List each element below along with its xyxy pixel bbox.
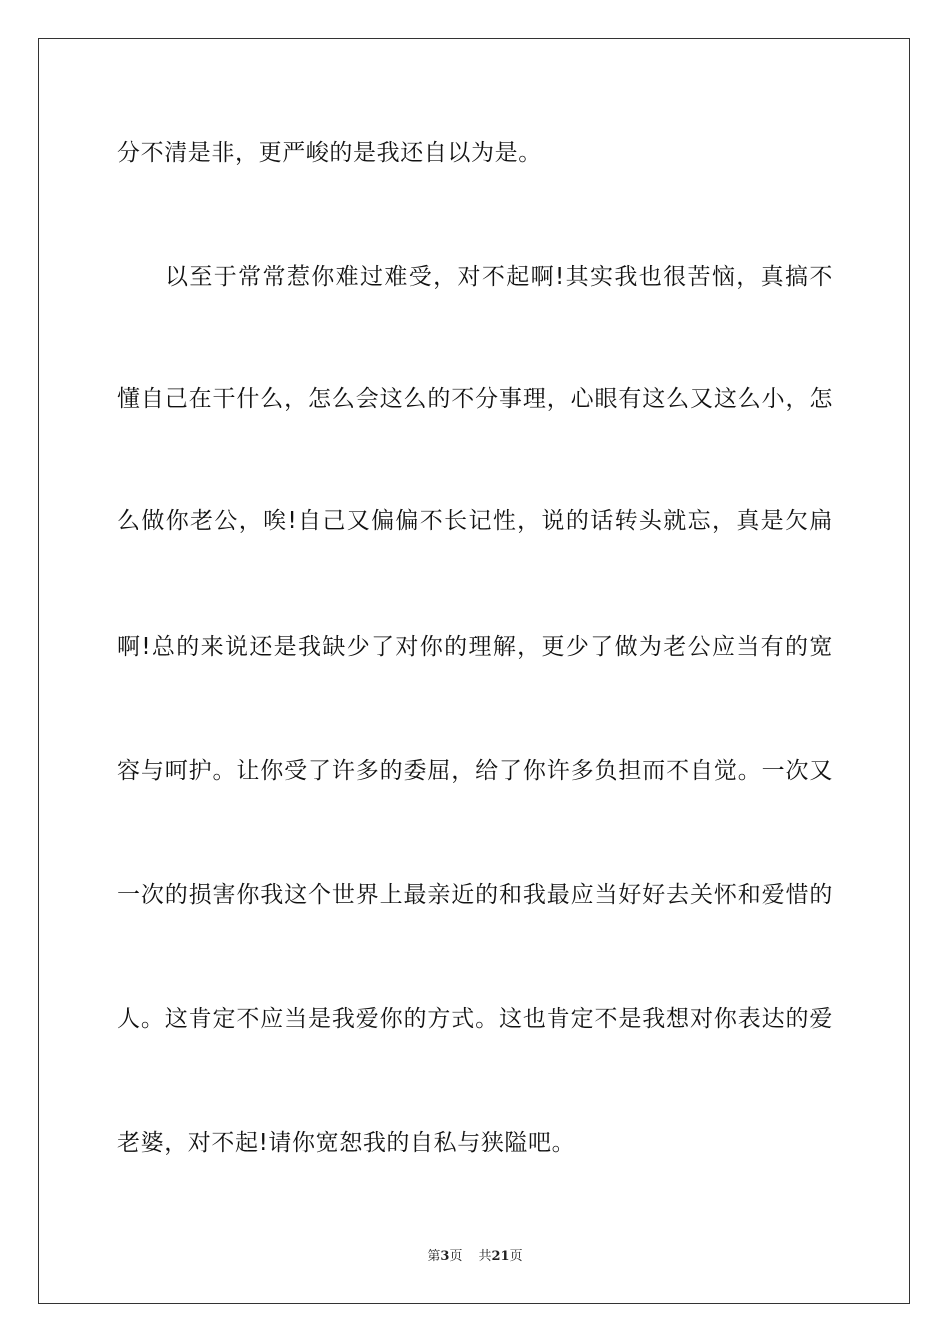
text-line: 以至于常常惹你难过难受，对不起啊!其实我也很苦恼，真搞不 [165, 264, 833, 290]
text-line: 容与呵护。让你受了许多的委屈，给了你许多负担而不自觉。一次又 [117, 758, 833, 784]
page-total: 共21页 [478, 1249, 523, 1264]
text-line: 人。这肯定不应当是我爱你的方式。这也肯定不是我想对你表达的爱 [117, 1006, 833, 1032]
text-line: 啊!总的来说还是我缺少了对你的理解，更少了做为老公应当有的宽 [117, 634, 833, 660]
page-number: 第3页 [427, 1249, 463, 1264]
text-line: 老婆，对不起!请你宽恕我的自私与狭隘吧。 [117, 1130, 576, 1156]
page-border [38, 38, 910, 1304]
text-line: 一次的损害你我这个世界上最亲近的和我最应当好好去关怀和爱惜的 [117, 882, 833, 908]
text-line: 么做你老公，唉!自己又偏偏不长记性，说的话转头就忘，真是欠扁 [117, 508, 833, 534]
text-line: 分不清是非，更严峻的是我还自以为是。 [117, 140, 542, 166]
page-footer [0, 1248, 950, 1266]
text-line: 懂自己在干什么，怎么会这么的不分事理，心眼有这么又这么小，怎 [117, 386, 833, 412]
